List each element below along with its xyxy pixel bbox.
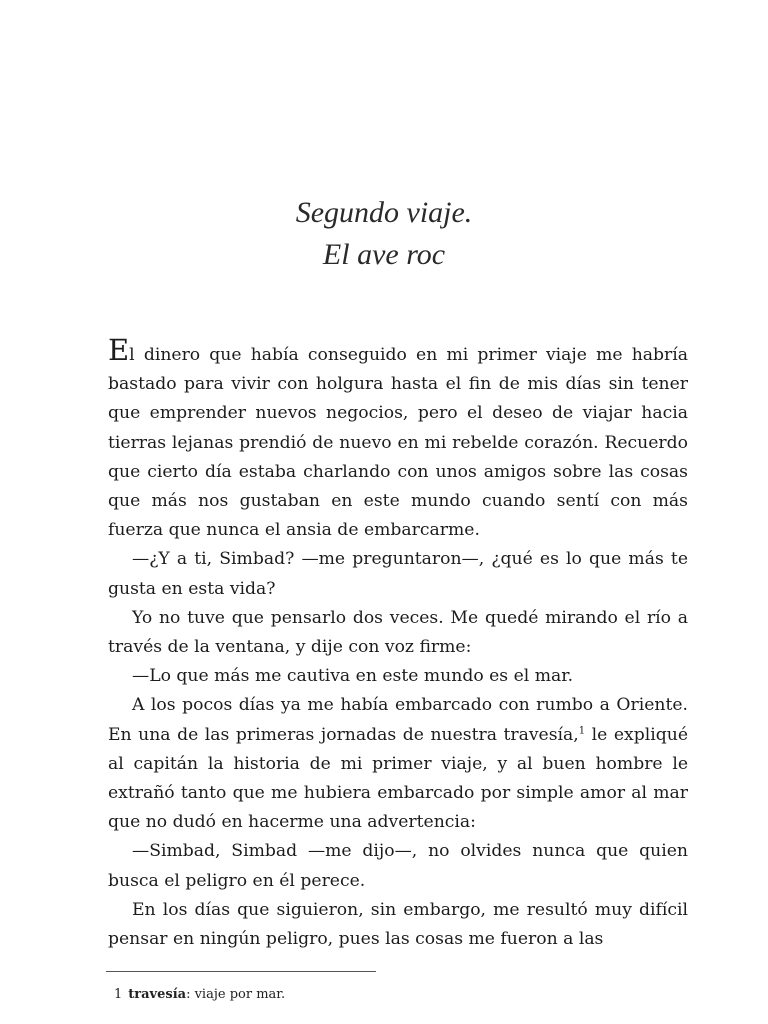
footnote <box>114 986 285 1004</box>
paragraph-6: —Simbad, Simbad —me dijo—, no olvides nunca que quien busca el peligro en él perece. <box>108 841 688 891</box>
footnote-term: travesía <box>128 987 187 1002</box>
paragraph-1-text: l dinero que había conseguido en mi primer viaje me habría bastado para vivir con holgura hasta el fin de mis días sin tener que emprender nuevos negocios, pero el deseo de viajar hacia tierras lejanas prendió de nuevo en mi rebelde corazón. Recuerdo que cierto día estaba charlando con unos amigos sobre las cosas que más nos gustaban en este mundo cuando sentí con más fuerza que nunca el ansia de embarcarme. <box>108 345 688 541</box>
paragraph-5-text-b: le expliqué al capitán la historia de mi primer viaje, y al buen hombre le extrañó tanto que me hubiera embarcado por simple amor al mar que no dudó en hacerme una advertencia: <box>108 724 688 833</box>
paragraph-5 <box>108 691 688 837</box>
paragraph-3: Yo no tuve que pensarlo dos veces. Me quedé mirando el río a través de la ventana, y dije con voz firme: <box>108 607 688 658</box>
chapter-title-line-2: El ave roc <box>322 238 446 271</box>
paragraph-2: —¿Y a ti, Simbad? —me preguntaron—, ¿qué es lo que más te gusta en esta vida? <box>108 549 688 599</box>
drop-cap: E <box>108 333 130 367</box>
footnote-reference: 1 <box>578 724 586 736</box>
footnote-definition: : viaje por mar. <box>186 987 286 1002</box>
footnote-divider <box>106 971 376 972</box>
footnote-number: 1 <box>114 987 123 1002</box>
paragraph-1 <box>108 333 688 545</box>
paragraph-4: —Lo que más me cautiva en este mundo es el mar. <box>132 666 574 687</box>
chapter-body <box>108 333 688 954</box>
paragraph-7: En los días que siguieron, sin embargo, me resultó muy difícil pensar en ningún peligro, pues las cosas me fueron a las <box>108 899 688 950</box>
paragraph-5-text-a: A los pocos días ya me había embarcado con rumbo a Oriente. En una de las primeras jornadas de nuestra travesía, <box>108 695 688 745</box>
chapter-title <box>0 192 768 276</box>
chapter-title-line-1: Segundo viaje. <box>295 196 473 229</box>
